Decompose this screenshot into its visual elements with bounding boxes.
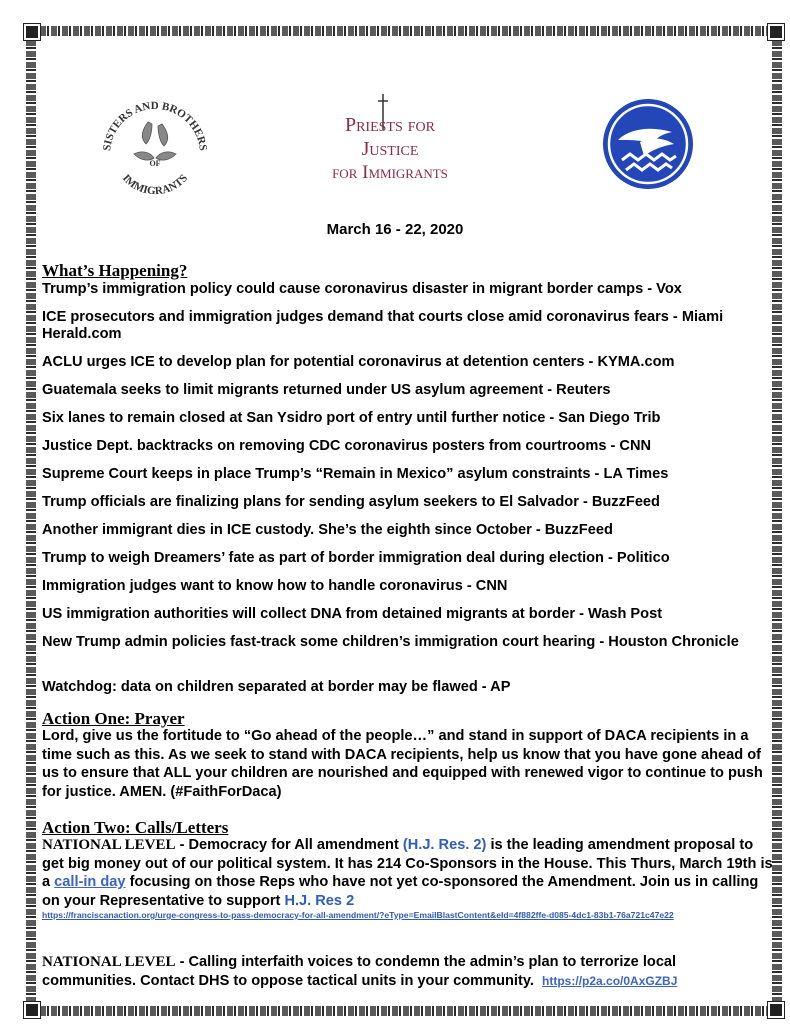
p1-text-c: focusing on those Reps who have not yet co-sponsored the Amendment. Join us in calling on your Representative to support	[42, 874, 759, 909]
news-item: Supreme Court keeps in place Trump’s “Remain in Mexico” asylum constraints - LA Times	[42, 466, 669, 482]
p1-text-b: is the leading amendment proposal to get big money out of our political system. It has 214 Co-Sponsors in the House. This Thurs, March 19th is a	[42, 837, 773, 890]
hands-icon	[134, 122, 176, 160]
border-corner	[24, 1002, 40, 1018]
news-item: Immigration judges want to know how to handle coronavirus - CNN	[42, 578, 508, 594]
page-border-left	[26, 26, 36, 1016]
date-range: March 16 - 22, 2020	[326, 221, 464, 238]
logo-center-line1: Priests for	[344, 114, 436, 136]
page-border-top	[26, 26, 782, 36]
svg-text:SISTERS AND BROTHERS	[101, 100, 209, 152]
action-one-heading: Action One: Prayer	[42, 709, 185, 728]
national-level-paragraph-2	[42, 953, 774, 990]
news-item: Trump officials are finalizing plans for sending asylum seekers to El Salvador - BuzzFeed	[42, 494, 660, 510]
priests-justice-logo	[320, 94, 460, 194]
news-item: Justice Dept. backtracks on removing CDC coronavirus posters from courtrooms - CNN	[42, 438, 652, 454]
border-corner	[768, 1002, 784, 1018]
p2a-url-link[interactable]: https://p2a.co/0AxGZBJ	[542, 973, 678, 988]
news-item: Watchdog: data on children separated at border may be flawed - AP	[42, 679, 511, 695]
national-level-paragraph-1	[42, 836, 774, 910]
news-item: Guatemala seeks to limit migrants returned under US asylum agreement - Reuters	[42, 382, 611, 398]
logo-left-text-mid: OF	[149, 159, 161, 168]
franciscan-action-url[interactable]: https://franciscanaction.org/urge-congress-to-pass-democracy-for-all-amendment/?eType=EmailBlastContent&eId=4f882ffe-d085-4dc1-83b1-76a721c47e22	[42, 910, 674, 920]
logo-center-line3: for Immigrants	[332, 162, 448, 183]
logo-left-text-bottom: IMMIGRANTS	[119, 172, 191, 198]
border-corner	[768, 24, 784, 40]
news-item: ACLU urges ICE to develop plan for potential coronavirus at detention centers - KYMA.com	[42, 354, 675, 370]
svg-text:IMMIGRANTS	[120, 172, 190, 197]
national-level-label: NATIONAL LEVEL	[42, 837, 176, 853]
prayer-text: Lord, give us the fortitude to “Go ahead of the people…” and stand in support of DACA recipients in a time such as this. As we seek to stand with DACA recipients, help us know that you have gone ahead of us to ensure that ALL your children are nourished and equipped with renewed vigor to continue to push for justice. AMEN. (#FaithForDaca)	[42, 728, 763, 800]
news-item: Another immigrant dies in ICE custody. She’s the eighth since October - BuzzFeed	[42, 522, 613, 538]
p2-text: - Calling interfaith voices to condemn the admin’s plan to terrorize local communities. Contact DHS to oppose tactical units in your community.	[42, 954, 677, 989]
national-level-label: NATIONAL LEVEL	[42, 954, 176, 970]
action-two-heading: Action Two: Calls/Letters	[42, 818, 229, 837]
news-item: Trump’s immigration policy could cause coronavirus disaster in migrant border camps - Vox	[42, 281, 682, 297]
p1-text-a: - Democracy for All amendment	[175, 837, 403, 853]
dove-circle-logo	[600, 96, 696, 192]
news-item: Trump to weigh Dreamers’ fate as part of border immigration deal during election - Politico	[42, 550, 670, 566]
hj-res-2-link[interactable]: H.J. Res 2	[284, 892, 355, 909]
hj-res-2-ref: (H.J. Res. 2)	[402, 837, 487, 853]
page-border-bottom	[26, 1006, 782, 1016]
logo-center-line2: Justice	[361, 138, 419, 160]
news-item: New Trump admin policies fast-track some children’s immigration court hearing - Houston Chronicle	[42, 634, 739, 650]
logo-left-text-top: SISTERS AND BROTHERS	[101, 99, 209, 152]
border-corner	[24, 24, 40, 40]
news-item: US immigration authorities will collect DNA from detained migrants at border - Wash Post	[42, 606, 663, 622]
sisters-brothers-logo	[90, 92, 220, 202]
news-item: Six lanes to remain closed at San Ysidro port of entry until further notice - San Diego Trib	[42, 410, 661, 426]
news-item: ICE prosecutors and immigration judges demand that courts close amid coronavirus fears - Miami Herald.com	[42, 309, 724, 342]
call-in-day-link[interactable]: call-in day	[54, 874, 126, 890]
whats-happening-heading: What’s Happening?	[42, 261, 188, 280]
